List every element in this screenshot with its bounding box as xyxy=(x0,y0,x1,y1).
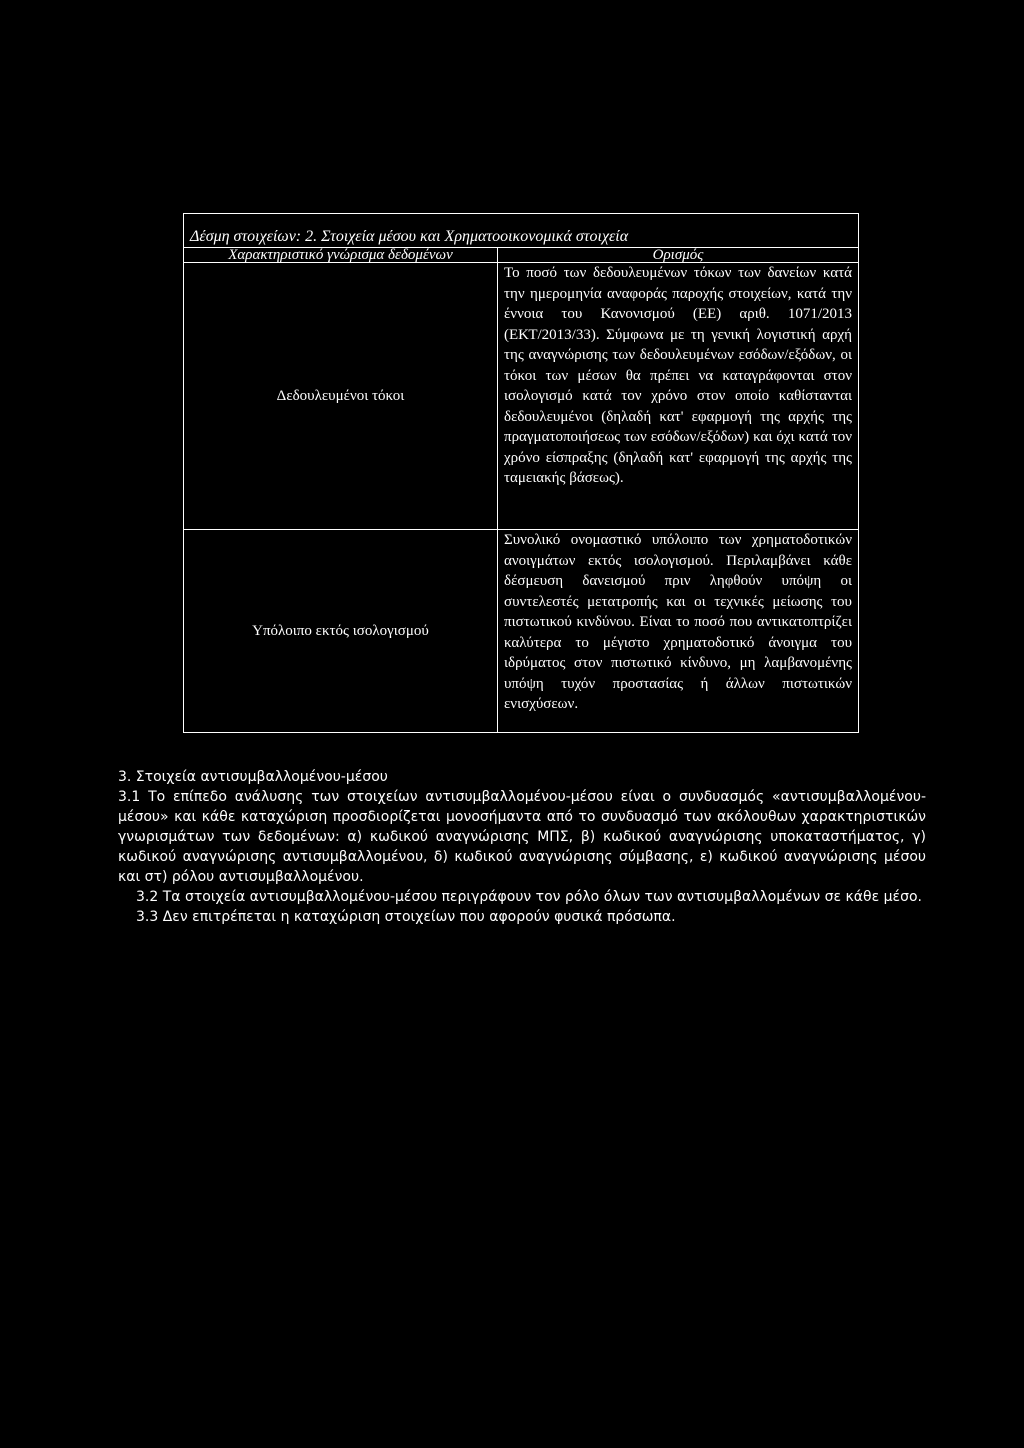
table-title-row xyxy=(184,214,859,248)
definition-accrued-interest: Το ποσό των δεδουλευμένων τόκων των δανείων κατά την ημερομηνία αναφοράς παροχής στοιχείων, κατά την έννοια του Κανονισμού (ΕΕ) αριθ. 1071/2013 (ΕΚΤ/2013/33). Σύμφωνα με τη γενική λογιστική αρχή της αναγνώρισης των δεδουλευμένων εσόδων/εξόδων, οι τόκοι των μέσων θα πρέπει να καταγράφονται στον ισολογισμό κατά τον χρόνο στον οποίο καθίστανται δεδουλευμένοι (δηλαδή κατ' εφαρμογή της αρχής της πραγματοποιήσεως των εσόδων/εξόδων) και όχι κατά τον χρόνο είσπραξης (δηλαδή κατ' εφαρμογή της αρχής της ταμειακής βάσεως). xyxy=(498,263,859,530)
attribute-off-balance-sheet: Υπόλοιπο εκτός ισολογισμού xyxy=(184,530,498,733)
paragraph-3-3: 3.3 Δεν επιτρέπεται η καταχώριση στοιχείων που αφορούν φυσικά πρόσωπα. xyxy=(136,909,676,925)
section-3-heading: 3. Στοιχεία αντισυμβαλλομένου-μέσου xyxy=(118,769,388,785)
header-definition: Ορισμός xyxy=(498,248,859,263)
table-header-row xyxy=(184,248,859,263)
table-row xyxy=(184,530,859,733)
section-3 xyxy=(118,767,926,927)
paragraph-3-2: 3.2 Τα στοιχεία αντισυμβαλλομένου-μέσου περιγράφουν τον ρόλο όλων των αντισυμβαλλομένων σε κάθε μέσο. xyxy=(136,889,922,905)
data-attributes-table xyxy=(183,213,859,733)
paragraph-3-1: 3.1 Το επίπεδο ανάλυσης των στοιχείων αντισυμβαλλομένου-μέσου είναι ο συνδυασμός «αντισυμβαλλομένου-μέσου» και κάθε καταχώριση προσδιορίζεται μονοσήμαντα από το συνδυασμό των ακόλουθων χαρακτηριστικών γνωρισμάτων των δεδομένων: α) κωδικού αναγνώρισης ΜΠΣ, β) κωδικού αναγνώρισης υποκαταστήματος, γ) κωδικού αναγνώρισης αντισυμβαλλομένου, δ) κωδικού αναγνώρισης σύμβασης, ε) κωδικού αναγνώρισης μέσου και στ) ρόλου αντισυμβαλλομένου. xyxy=(118,789,926,885)
table-row xyxy=(184,263,859,530)
attribute-accrued-interest: Δεδουλευμένοι τόκοι xyxy=(184,263,498,530)
table-title: Δέσμη στοιχείων: 2. Στοιχεία μέσου και Χρηματοοικονομικά στοιχεία xyxy=(184,214,859,248)
definition-off-balance-sheet: Συνολικό ονομαστικό υπόλοιπο των χρηματοδοτικών ανοιγμάτων εκτός ισολογισμού. Περιλαμβάνει κάθε δέσμευση δανεισμού πριν ληφθούν υπόψη οι συντελεστές μετατροπής και οι τεχνικές μείωσης του πιστωτικού κινδύνου. Είναι το ποσό που αντικατοπτρίζει καλύτερα το μέγιστο χρηματοδοτικό άνοιγμα του ιδρύματος στον πιστωτικό κίνδυνο, μη λαμβανομένης υπόψη τυχόν προστασίας ή άλλων πιστωτικών ενισχύσεων. xyxy=(498,530,859,733)
header-attribute: Χαρακτηριστικό γνώρισμα δεδομένων xyxy=(184,248,498,263)
